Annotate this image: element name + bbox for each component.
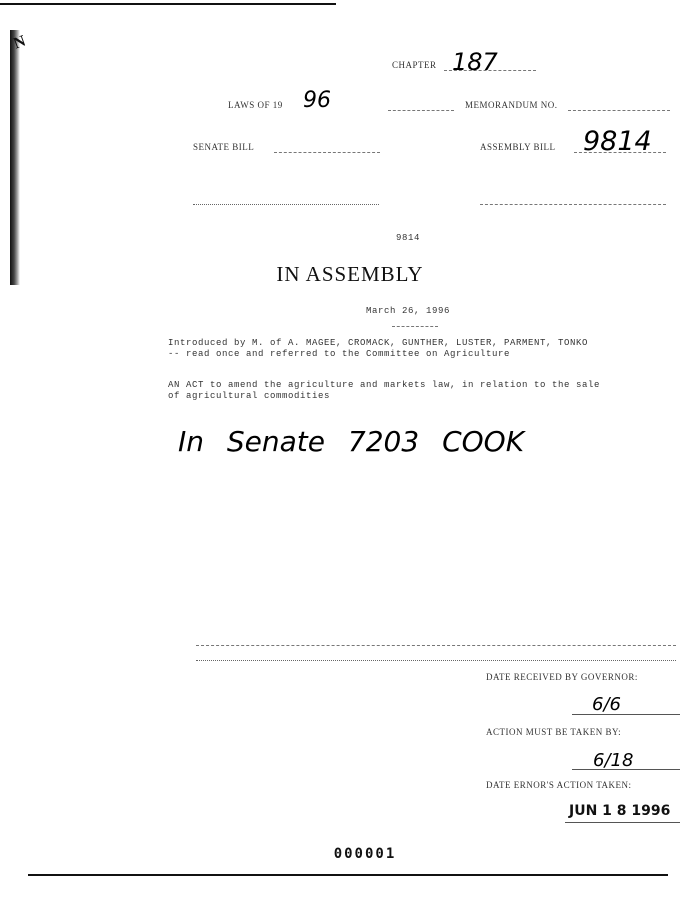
laws-label: LAWS OF 19: [228, 100, 283, 110]
introduction-date: March 26, 1996: [366, 306, 451, 316]
action-taken-stamp: JUN 1 8 1996: [569, 803, 671, 819]
page-number: 000001: [333, 846, 397, 862]
action-taken-label: DATE ERNOR'S ACTION TAKEN:: [486, 780, 632, 790]
lower-separator-rule-1: [196, 645, 676, 646]
action-deadline-underline: [572, 769, 680, 770]
act-title-line-2: of agricultural commodities: [168, 391, 331, 401]
date-received-label: DATE RECEIVED BY GOVERNOR:: [486, 672, 638, 682]
top-border-line: [0, 3, 336, 5]
assembly-bill-value: 9814: [583, 126, 652, 157]
chapter-value: 187: [452, 48, 498, 76]
introduced-line-1: Introduced by M. of A. MAGEE, CROMACK, GUNTHER, LUSTER, PARMENT, TONKO: [168, 338, 589, 348]
scan-edge-strip: [10, 30, 20, 285]
act-title-line-1: AN ACT to amend the agriculture and markets law, in relation to the sale: [168, 380, 601, 390]
laws-year-value: 96: [303, 88, 331, 113]
lower-separator-rule-2: [196, 660, 676, 661]
action-deadline-label: ACTION MUST BE TAKEN BY:: [486, 727, 622, 737]
senate-bill-underline: [274, 152, 380, 153]
laws-underline: [388, 110, 454, 111]
chapter-label: CHAPTER: [392, 60, 437, 70]
action-deadline-value: 6/18: [593, 750, 634, 771]
left-separator-rule: [193, 204, 379, 205]
bill-number: 9814: [396, 233, 421, 243]
assembly-bill-label: ASSEMBLY BILL: [480, 142, 556, 152]
date-received-underline: [572, 714, 680, 715]
right-separator-rule: [480, 204, 666, 205]
document-heading: IN ASSEMBLY: [276, 262, 424, 286]
memorandum-underline: [568, 110, 670, 111]
introduced-line-2: -- read once and referred to the Committee on Agriculture: [168, 349, 511, 359]
date-received-value: 6/6: [592, 694, 621, 715]
action-taken-underline: [565, 822, 680, 823]
date-underline: [392, 326, 438, 327]
senate-bill-label: SENATE BILL: [193, 142, 255, 152]
corner-handwritten-mark: N: [11, 32, 28, 53]
senate-handwritten-note: In Senate 7203 COOK: [178, 425, 525, 458]
bottom-border-line: [28, 874, 668, 876]
memorandum-label: MEMORANDUM NO.: [465, 100, 558, 110]
